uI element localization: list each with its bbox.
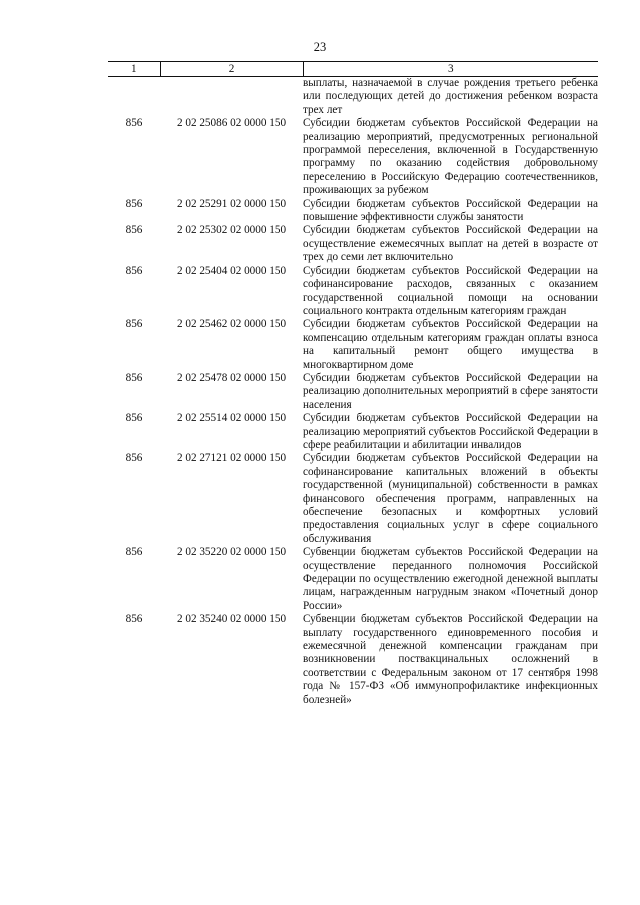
admin-code-cell: 856: [125, 318, 143, 331]
table-row: [108, 198, 598, 225]
revenue-code-cell: 2 02 25478 02 0000 150: [176, 371, 287, 384]
admin-code-cell: 856: [125, 224, 143, 237]
column-header-2: 2: [160, 62, 303, 77]
description-cell: выплаты, назначаемой в случае рождения третьего ребенка или последующих детей до достижения ребенком возраста трех лет: [303, 77, 598, 116]
header-row: [108, 62, 598, 77]
revenue-code-cell: 2 02 27121 02 0000 150: [176, 452, 287, 465]
table-row: [108, 613, 598, 707]
revenue-code-cell: 2 02 25462 02 0000 150: [176, 318, 287, 331]
description-cell: Субсидии бюджетам субъектов Российской Федерации на осуществление ежемесячных выплат на детей в возрасте от трех до семи лет включительно: [303, 224, 598, 264]
admin-code-cell: 856: [125, 546, 143, 559]
table-row: [108, 318, 598, 372]
table-row: [108, 546, 598, 613]
table-row: [108, 452, 598, 546]
table-header: [108, 62, 598, 77]
admin-code-cell: 856: [125, 197, 143, 210]
admin-code-cell: 856: [125, 412, 143, 425]
table-row: [108, 265, 598, 319]
table-row: [108, 412, 598, 452]
description-cell: Субсидии бюджетам субъектов Российской Федерации на повышение эффективности службы занятости: [303, 197, 598, 224]
page-number: 23: [313, 40, 327, 54]
column-header-3: 3: [303, 62, 598, 77]
description-cell: Субсидии бюджетам субъектов Российской Федерации на софинансирование расходов, связанных с оказанием государственной социальной помощи на основании социального контракта отдельным категориям граждан: [303, 264, 598, 317]
revenue-code-cell: 2 02 25404 02 0000 150: [176, 264, 287, 277]
revenue-code-cell: 2 02 25514 02 0000 150: [176, 412, 287, 425]
description-cell: Субсидии бюджетам субъектов Российской Федерации на реализацию мероприятий субъектов Российской Федерации в сфере реабилитации и абилитации инвалидов: [303, 412, 598, 451]
admin-code-cell: 856: [125, 264, 143, 277]
revenue-code-cell: 2 02 25086 02 0000 150: [176, 117, 287, 130]
budget-codes-table: [108, 61, 598, 707]
description-cell: Субсидии бюджетам субъектов Российской Федерации на софинансирование капитальных вложений в объекты государственной (муниципальной) собственности в рамках финансового обеспечения программ, направленных на обеспечение безопасных и комфортных условий предоставления социальных услуг в сфере социального обслуживания: [303, 452, 598, 545]
revenue-code-cell: 2 02 25291 02 0000 150: [176, 197, 287, 210]
admin-code-cell: [108, 77, 160, 118]
table-row: [108, 117, 598, 197]
column-header-1: 1: [108, 62, 160, 77]
description-cell: Субсидии бюджетам субъектов Российской Федерации на реализацию мероприятий, предусмотренных региональной программой переселения, включенной в Государственную программу по оказанию содействия добровольному переселению в Российскую Федерацию соотечественников, проживающих за рубежом: [303, 117, 598, 197]
table-body: [108, 77, 598, 708]
description-cell: Субвенции бюджетам субъектов Российской Федерации на выплату государственного единовременного пособия и ежемесячной денежной компенсации гражданам при возникновении поствакцинальных осложнений в соответствии с Федеральным законом от 17 сентября 1998 года № 157-ФЗ «Об иммунопрофилактике инфекционных болезней»: [303, 613, 598, 706]
admin-code-cell: 856: [125, 452, 143, 465]
admin-code-cell: 856: [125, 613, 143, 626]
revenue-code-cell: [160, 77, 303, 118]
admin-code-cell: 856: [125, 117, 143, 130]
admin-code-cell: 856: [125, 371, 143, 384]
revenue-code-cell: 2 02 25302 02 0000 150: [176, 224, 287, 237]
table-row: [108, 372, 598, 412]
description-cell: Субсидии бюджетам субъектов Российской Федерации на компенсацию отдельным категориям граждан оплаты взноса на капитальный ремонт общего имущества в многоквартирном доме: [303, 318, 598, 371]
revenue-code-cell: 2 02 35220 02 0000 150: [176, 546, 287, 559]
table-row: [108, 224, 598, 264]
revenue-code-cell: 2 02 35240 02 0000 150: [176, 613, 287, 626]
description-cell: Субвенции бюджетам субъектов Российской Федерации на осуществление переданного полномочия Российской Федерации по осуществлению ежегодной денежной выплаты лицам, награжденным нагрудным знаком «Почетный донор России»: [303, 546, 598, 612]
table-row: [108, 77, 598, 118]
description-cell: Субсидии бюджетам субъектов Российской Федерации на реализацию дополнительных мероприятий в сфере занятости населения: [303, 371, 598, 411]
